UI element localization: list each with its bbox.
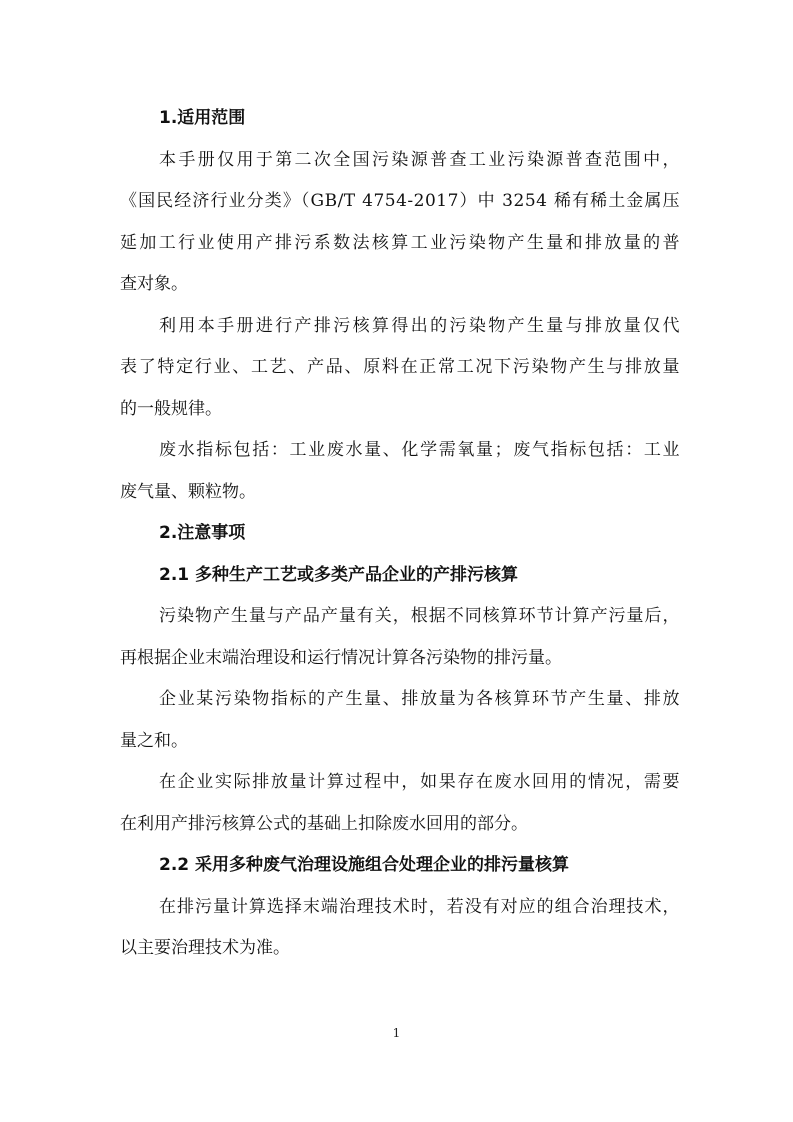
text-line: 查对象。 [120,274,188,294]
section-heading-notes: 2.注意事项 [159,523,246,543]
text-line: 在排污量计算选择末端治理技术时，若没有对应的组合治理技术， [159,896,680,917]
text-line: 《国民经济行业分类》（GB/T 4754-2017）中 3254 稀有稀土金属压 [120,191,680,211]
text-line: 以主要治理技术为准。 [120,938,290,958]
text-line: 废水指标包括：工业废水量、化学需氧量；废气指标包括：工业 [159,440,680,460]
text-line: 再根据企业末端治理设和运行情况计算各污染物的排污量。 [120,647,562,668]
text-line: 本手册仅用于第二次全国污染源普查工业污染源普查范围中， [159,149,680,170]
text-line: 延加工行业使用产排污系数法核算工业污染物产生量和排放量的普 [120,232,680,253]
text-line: 表了特定行业、工艺、产品、原料在正常工况下污染物产生与排放量 [120,357,680,377]
text-line: 在企业实际排放量计算过程中，如果存在废水回用的情况，需要 [159,772,680,792]
text-line: 利用本手册进行产排污核算得出的污染物产生量与排放量仅代 [159,315,680,336]
text-line: 在利用产排污核算公式的基础上扣除废水回用的部分。 [120,813,528,834]
paragraph-multi-process-reuse [120,762,680,845]
text-line: 的一般规律。 [120,398,222,419]
paragraph-combined-treatment [120,887,680,970]
subsection-heading-multi-process: 2.1 多种生产工艺或多类产品企业的产排污核算 [159,564,519,585]
document-body [120,98,680,970]
paragraph-multi-process-calc [120,596,680,679]
page-number: 1 [392,1026,401,1040]
paragraph-scope-meaning [120,306,680,431]
paragraph-scope-indicators [120,430,680,513]
paragraph-scope-coverage [120,140,680,306]
paragraph-multi-process-sum [120,679,680,762]
text-line: 污染物产生量与产品产量有关，根据不同核算环节计算产污量后， [159,606,680,626]
section-heading-scope: 1.适用范围 [159,108,246,128]
text-line: 企业某污染物指标的产生量、排放量为各核算环节产生量、排放 [159,689,680,709]
text-line: 废气量、颗粒物。 [120,481,256,502]
text-line: 量之和。 [120,730,188,751]
subsection-heading-combined-treatment: 2.2 采用多种废气治理设施组合处理企业的排污量核算 [159,855,570,875]
